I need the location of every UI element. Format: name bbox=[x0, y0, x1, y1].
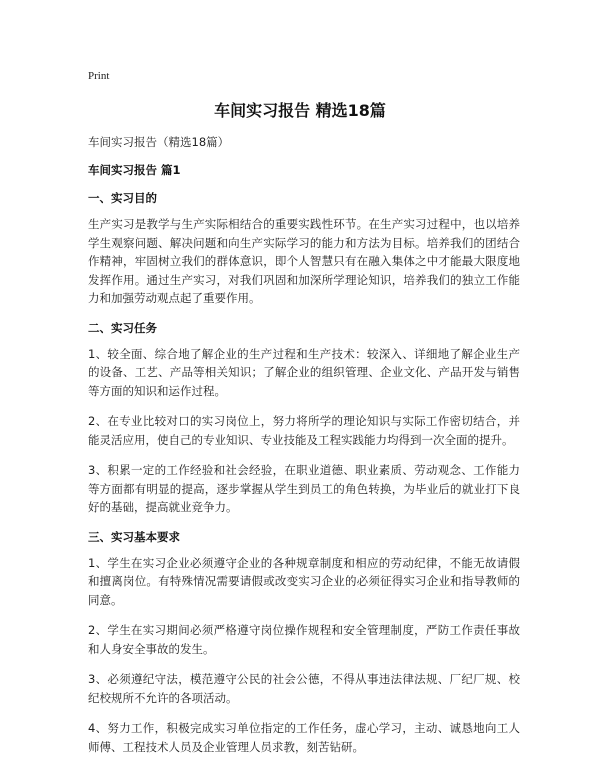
paragraph: 2、学生在实习期间必须严格遵守岗位操作规程和安全管理制度，严防工作责任事故和人身安全事故的发生。 bbox=[88, 623, 520, 656]
paragraph: 生产实习是教学与生产实际相结合的重要实践性环节。在生产实习过程中，也以培养学生观察问题、解决问题和向生产实际学习的能力和方法为目标。培养我们的团结合作精神，牢固树立我们的群体意识，即个人智慧只有在融入集体之中才能最大限度地发挥作用。通过生产实习，对我们巩固和加深所学理论知识，培养我们的独立工作能力和加强劳动观点起了重要作用。 bbox=[88, 217, 520, 305]
paragraph: 4、努力工作，积极完成实习单位指定的工作任务，虚心学习，主动、诚恳地向工人师傅、工程技术人员及企业管理人员求教，刻苦钻研。 bbox=[88, 721, 520, 754]
paragraph: 2、在专业比较对口的实习岗位上，努力将所学的理论知识与实际工作密切结合，并能灵活应用，使自己的专业知识、专业技能及工程实践能力均得到一次全面的提升。 bbox=[88, 414, 520, 447]
article-title: 车间实习报告 篇1 bbox=[88, 163, 181, 177]
print-link[interactable]: Print bbox=[88, 70, 110, 82]
paragraph: 1、学生在实习企业必须遵守企业的各种规章制度和相应的劳动纪律，不能无故请假和擅离岗位。有特殊情况需要请假或改变实习企业的必须征得实习企业和指导教师的同意。 bbox=[88, 555, 520, 607]
section-purpose bbox=[88, 190, 520, 308]
paragraph: 3、必须遵纪守法，模范遵守公民的社会公德，不得从事违法律法规、厂纪厂规、校纪校规所不允许的各项活动。 bbox=[88, 672, 520, 705]
document-subtitle: 车间实习报告（精选18篇） bbox=[88, 135, 230, 149]
paragraph: 3、积累一定的工作经验和社会经验，在职业道德、职业素质、劳动观念、工作能力等方面都有明显的提高，逐步掌握从学生到员工的角色转换，为毕业后的就业打下良好的基础，提高就业竞争力。 bbox=[88, 463, 520, 514]
section-heading: 二、实习任务 bbox=[88, 320, 157, 335]
document-title: 车间实习报告 精选18篇 bbox=[214, 101, 386, 120]
section-tasks bbox=[88, 320, 520, 517]
section-requirements bbox=[88, 529, 520, 757]
section-heading: 三、实习基本要求 bbox=[88, 529, 180, 544]
paragraph: 1、较全面、综合地了解企业的生产过程和生产技术：较深入、详细地了解企业生产的设备、工艺、产品等相关知识；了解企业的组织管理、企业文化、产品开发与销售等方面的知识和运作过程。 bbox=[88, 346, 520, 398]
section-heading: 一、实习目的 bbox=[88, 191, 157, 205]
document-content bbox=[88, 134, 520, 768]
